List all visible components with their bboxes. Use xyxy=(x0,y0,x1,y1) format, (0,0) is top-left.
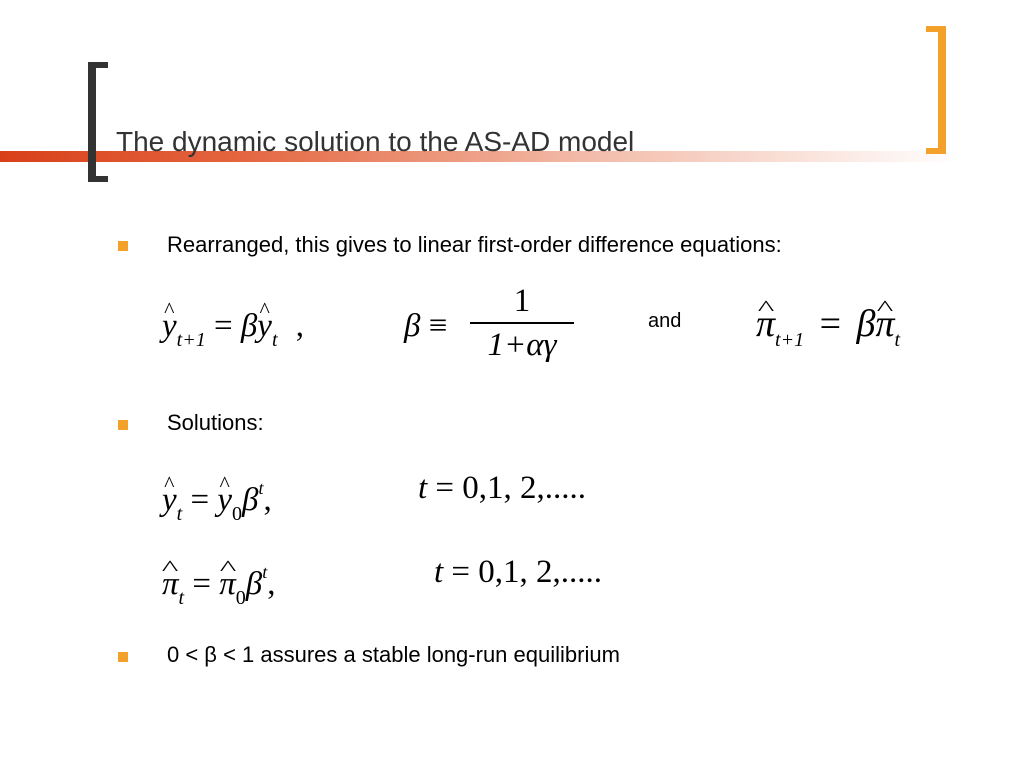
equals-sign: = xyxy=(213,308,233,344)
equals-sign: = xyxy=(192,566,211,602)
subscript: t+1 xyxy=(176,329,206,351)
time-range: = 0,1, 2,..... xyxy=(451,554,603,590)
y-hat-symbol: ^ y xyxy=(257,306,272,346)
slide-title: The dynamic solution to the AS-AD model xyxy=(116,126,635,157)
bullet-marker xyxy=(118,652,128,662)
beta-symbol: β xyxy=(856,303,876,345)
left-bracket-decoration xyxy=(88,62,108,182)
beta-symbol: β xyxy=(240,308,258,344)
beta-symbol: β xyxy=(242,482,259,518)
beta-symbol: β xyxy=(245,566,263,602)
pi-hat-symbol: ^ π xyxy=(756,304,775,344)
beta-definition-lhs xyxy=(404,306,447,346)
equals-sign: = xyxy=(190,482,210,518)
subscript: t xyxy=(176,503,183,525)
equals-sign: = xyxy=(819,303,842,345)
time-variable: t xyxy=(418,470,428,506)
equivalence-sign: ≡ xyxy=(428,308,448,344)
superscript: t xyxy=(262,562,268,582)
subscript: t xyxy=(271,329,278,351)
time-range: = 0,1, 2,..... xyxy=(435,470,587,506)
bullet-text-1: Rearranged, this gives to linear first-order difference equations: xyxy=(167,232,782,257)
subscript: t xyxy=(894,329,901,351)
fraction-denominator: 1+αγ xyxy=(487,327,557,363)
right-bracket-decoration xyxy=(926,26,946,154)
superscript: t xyxy=(258,478,264,498)
comma: , xyxy=(263,482,272,518)
pi-hat-symbol: ^ π xyxy=(219,564,236,604)
subscript: 0 xyxy=(232,503,242,525)
subscript: 0 xyxy=(235,587,246,609)
solution-time-range xyxy=(434,552,602,592)
y-hat-symbol: ^ y xyxy=(162,480,177,520)
time-variable: t xyxy=(434,554,444,590)
solution-output-gap xyxy=(162,468,272,534)
equation-output-gap xyxy=(162,306,304,360)
fraction-numerator: 1 xyxy=(513,283,531,319)
bullet-marker xyxy=(118,420,128,430)
y-hat-symbol: ^ y xyxy=(162,306,177,346)
comma: , xyxy=(295,308,304,344)
beta-definition-fraction xyxy=(470,282,574,364)
pi-hat-symbol: ^ π xyxy=(162,564,179,604)
y-hat-symbol: ^ y xyxy=(217,480,232,520)
fraction-line xyxy=(470,322,574,324)
bullet-text-2: Solutions: xyxy=(167,410,264,435)
solution-time-range xyxy=(418,468,586,508)
beta-symbol: β xyxy=(404,308,421,344)
solution-inflation xyxy=(162,552,275,618)
subscript: t+1 xyxy=(775,329,805,351)
bullet-marker xyxy=(118,241,128,251)
comma: , xyxy=(267,566,276,602)
equation-inflation xyxy=(756,304,900,360)
and-word: and xyxy=(648,310,682,332)
pi-hat-symbol: ^ π xyxy=(875,304,894,344)
subscript: t xyxy=(178,587,185,609)
bullet-text-3: 0 < β < 1 assures a stable long-run equilibrium xyxy=(167,642,620,667)
